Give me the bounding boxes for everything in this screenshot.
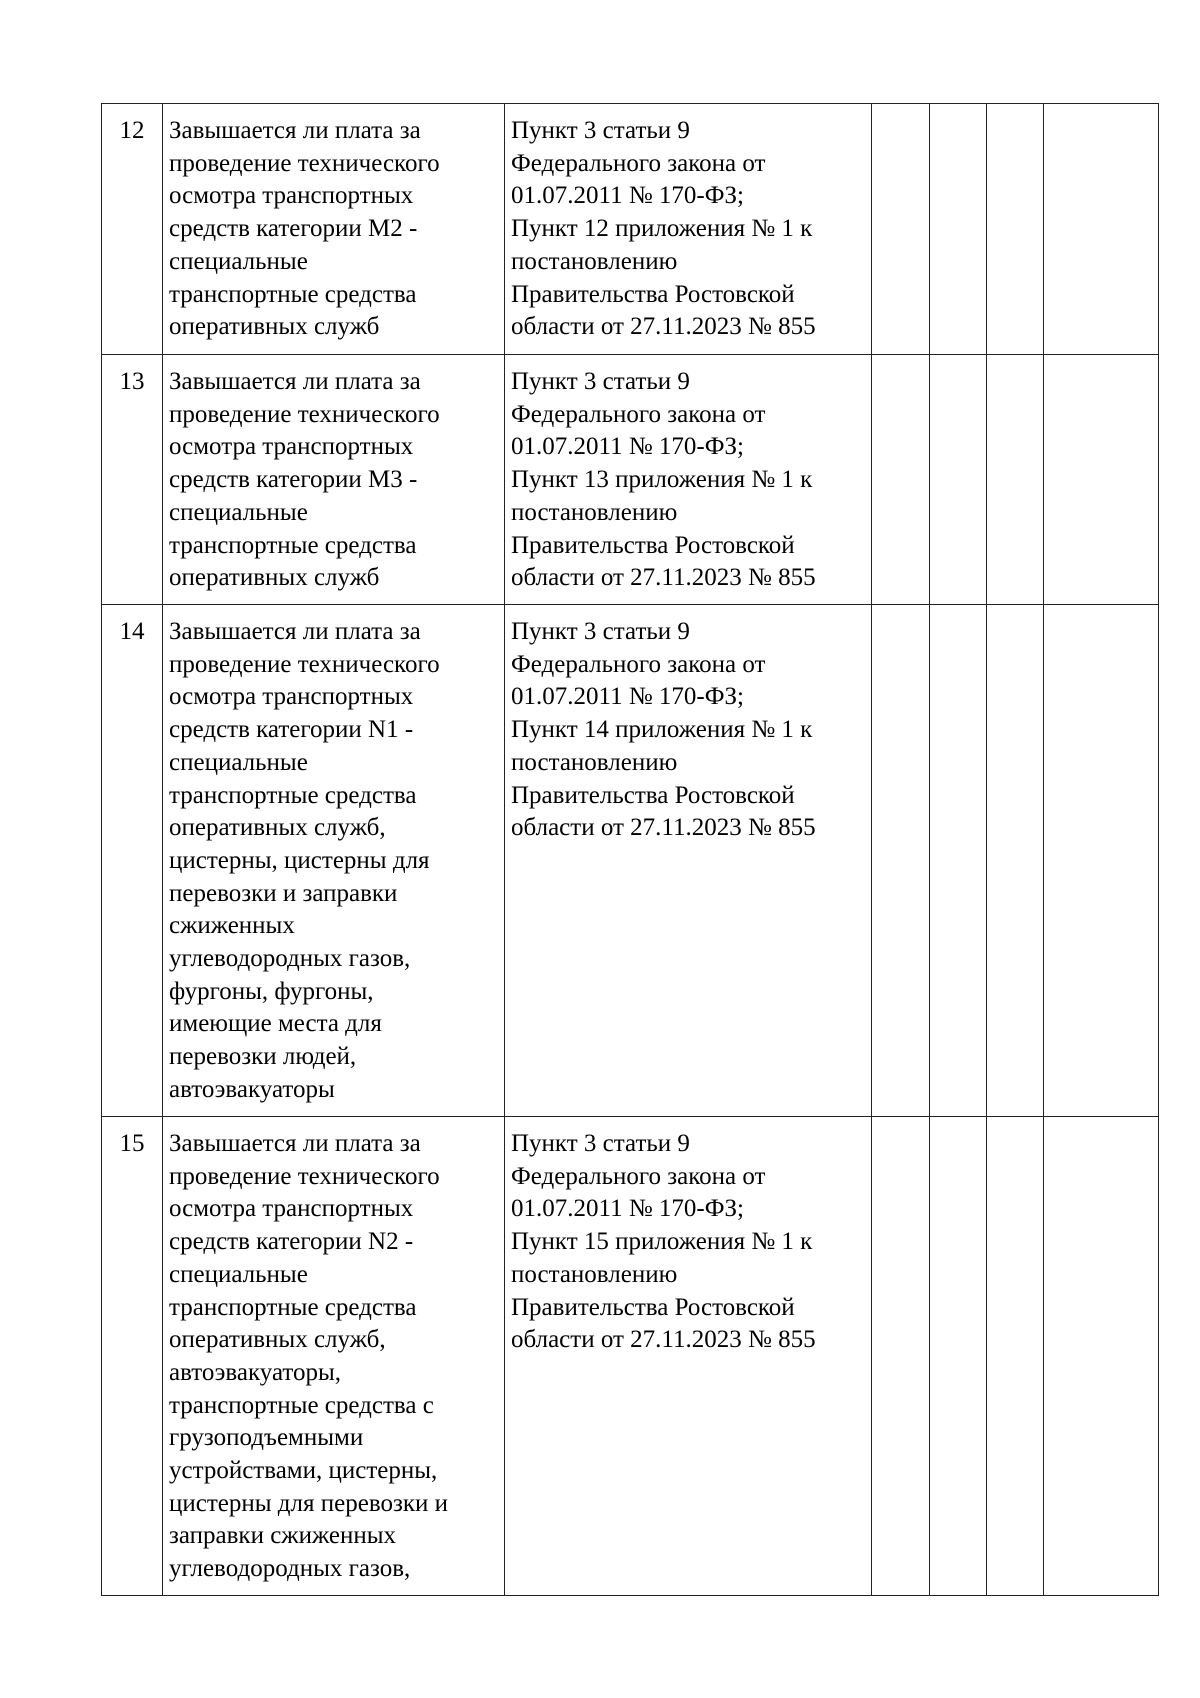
question-line: оперативных служб, — [169, 1326, 386, 1354]
answer-cell-not-applicable[interactable] — [987, 104, 1044, 355]
question-line: сжиженных — [169, 912, 295, 940]
question-line: перевозки и заправки — [169, 879, 398, 907]
question-line: средств категории М2 - — [169, 215, 418, 243]
question-line: цистерны для перевозки и — [169, 1489, 448, 1517]
requirement-question — [163, 355, 505, 605]
basis-line: Пункт 3 статьи 9 — [511, 368, 690, 395]
question-line: специальные — [169, 748, 308, 776]
question-line: специальные — [169, 1260, 308, 1288]
basis-line: постановлению — [511, 498, 678, 526]
answer-cell-not-applicable[interactable] — [987, 355, 1044, 605]
basis-line: области от 27.11.2023 № 855 — [511, 814, 816, 842]
basis-line: 01.07.2011 № 170-ФЗ; — [511, 182, 744, 210]
table-row — [102, 605, 1159, 1117]
basis-line: Федерального закона от — [511, 400, 766, 428]
answer-cell-no[interactable] — [930, 605, 987, 1117]
question-line: углеводородных газов, — [169, 945, 411, 973]
basis-line: Пункт 3 статьи 9 — [511, 618, 690, 645]
answer-cell-not-applicable[interactable] — [987, 1117, 1044, 1596]
note-cell[interactable] — [1044, 104, 1159, 355]
basis-line: Правительства Ростовской — [511, 781, 795, 809]
basis-line: области от 27.11.2023 № 855 — [511, 1326, 816, 1354]
basis-line: постановлению — [511, 247, 678, 275]
question-line: специальные — [169, 498, 308, 526]
question-line: транспортные средства с — [169, 1391, 434, 1419]
question-line: автоэвакуаторы — [169, 1075, 335, 1103]
question-line: осмотра транспортных — [169, 683, 414, 711]
question-line: Завышается ли плата за — [169, 368, 421, 395]
question-line: специальные — [169, 247, 308, 275]
note-cell[interactable] — [1044, 355, 1159, 605]
answer-cell-no[interactable] — [930, 355, 987, 605]
basis-line: Федерального закона от — [511, 1162, 766, 1190]
answer-cell-yes[interactable] — [872, 104, 930, 355]
basis-line: Федерального закона от — [511, 149, 766, 177]
question-line: проведение технического — [169, 1162, 440, 1190]
question-line: Завышается ли плата за — [169, 1130, 421, 1157]
basis-line: Федерального закона от — [511, 650, 766, 678]
legal-basis — [505, 355, 872, 605]
answer-cell-not-applicable[interactable] — [987, 605, 1044, 1117]
row-number: 15 — [102, 1117, 163, 1596]
basis-line: Пункт 12 приложения № 1 к — [511, 215, 813, 243]
basis-line: 01.07.2011 № 170-ФЗ; — [511, 1195, 744, 1223]
question-line: автоэвакуаторы, — [169, 1358, 342, 1386]
answer-cell-yes[interactable] — [872, 355, 930, 605]
question-line: проведение технического — [169, 149, 440, 177]
question-line: средств категории N1 - — [169, 716, 414, 744]
question-line: осмотра транспортных — [169, 1195, 414, 1223]
basis-line: Пункт 14 приложения № 1 к — [511, 716, 813, 744]
legal-basis — [505, 605, 872, 1117]
basis-line: Правительства Ростовской — [511, 280, 795, 308]
question-line: транспортные средства — [169, 531, 417, 559]
basis-line: 01.07.2011 № 170-ФЗ; — [511, 433, 744, 461]
row-number: 14 — [102, 605, 163, 1117]
row-number: 12 — [102, 104, 163, 355]
question-line: углеводородных газов, — [169, 1555, 411, 1583]
legal-basis — [505, 104, 872, 355]
question-line: средств категории М3 - — [169, 466, 418, 494]
question-line: проведение технического — [169, 400, 440, 428]
basis-line: Пункт 15 приложения № 1 к — [511, 1228, 813, 1256]
basis-line: области от 27.11.2023 № 855 — [511, 313, 816, 341]
question-line: имеющие места для — [169, 1010, 382, 1038]
basis-line: постановлению — [511, 1260, 678, 1288]
question-line: грузоподъемными — [169, 1424, 364, 1452]
requirement-question — [163, 1117, 505, 1596]
question-line: Завышается ли плата за — [169, 618, 421, 645]
question-line: Завышается ли плата за — [169, 117, 421, 144]
basis-line: Правительства Ростовской — [511, 1293, 795, 1321]
question-line: транспортные средства — [169, 781, 417, 809]
question-line: проведение технического — [169, 650, 440, 678]
answer-cell-yes[interactable] — [872, 605, 930, 1117]
basis-line: Пункт 3 статьи 9 — [511, 117, 690, 144]
requirement-question — [163, 605, 505, 1117]
basis-line: области от 27.11.2023 № 855 — [511, 564, 816, 592]
table-row — [102, 104, 1159, 355]
question-line: устройствами, цистерны, — [169, 1457, 438, 1485]
basis-line: постановлению — [511, 748, 678, 776]
question-line: фургоны, фургоны, — [169, 977, 374, 1005]
legal-basis — [505, 1117, 872, 1596]
question-line: средств категории N2 - — [169, 1228, 414, 1256]
question-line: перевозки людей, — [169, 1043, 357, 1071]
basis-line: 01.07.2011 № 170-ФЗ; — [511, 683, 744, 711]
basis-line: Пункт 13 приложения № 1 к — [511, 466, 813, 494]
question-line: оперативных служб — [169, 313, 380, 341]
basis-line: Правительства Ростовской — [511, 531, 795, 559]
question-line: транспортные средства — [169, 280, 417, 308]
row-number: 13 — [102, 355, 163, 605]
table-row — [102, 1117, 1159, 1596]
question-line: оперативных служб, — [169, 814, 386, 842]
table-row — [102, 355, 1159, 605]
question-line: осмотра транспортных — [169, 433, 414, 461]
basis-line: Пункт 3 статьи 9 — [511, 1130, 690, 1157]
answer-cell-no[interactable] — [930, 104, 987, 355]
note-cell[interactable] — [1044, 605, 1159, 1117]
question-line: транспортные средства — [169, 1293, 417, 1321]
question-line: оперативных служб — [169, 564, 380, 592]
answer-cell-no[interactable] — [930, 1117, 987, 1596]
note-cell[interactable] — [1044, 1117, 1159, 1596]
question-line: осмотра транспортных — [169, 182, 414, 210]
checklist-table — [101, 103, 1159, 1596]
requirement-question — [163, 104, 505, 355]
answer-cell-yes[interactable] — [872, 1117, 930, 1596]
question-line: заправки сжиженных — [169, 1522, 397, 1550]
question-line: цистерны, цистерны для — [169, 846, 430, 874]
